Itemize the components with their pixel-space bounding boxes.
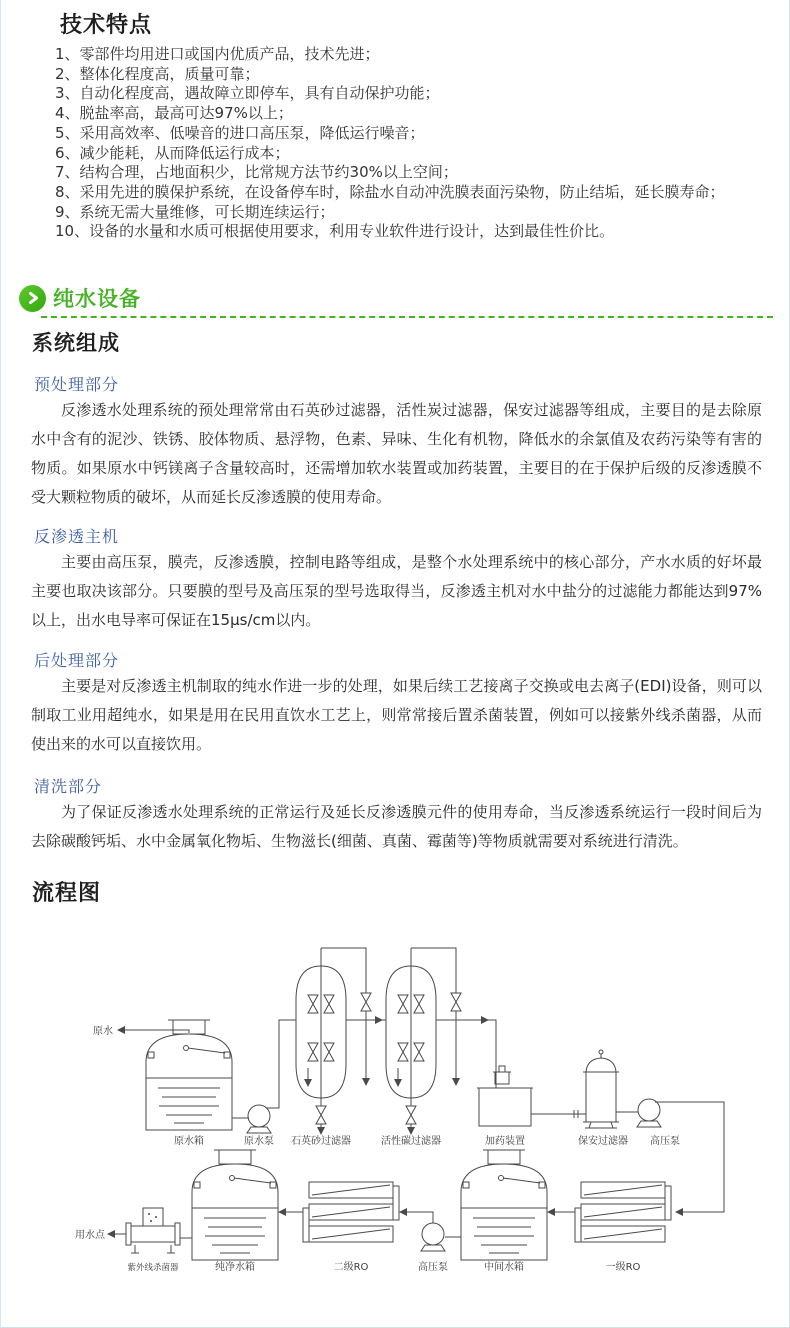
list-item: 4、脱盐率高，最高可达97%以上；	[55, 104, 293, 123]
activated-carbon-filter	[386, 948, 461, 1135]
subsection-heading-cleaning: 清洗部分	[34, 777, 103, 796]
list-item: 7、结构合理，占地面积少，比常规方法节约30%以上空间；	[55, 163, 458, 182]
first-stage-ro	[575, 1182, 671, 1242]
list-item: 8、采用先进的膜保护系统，在设备停车时，除盐水自动冲洗膜表面污染物，防止结垢，延长膜寿命；	[55, 182, 725, 201]
second-stage-ro	[303, 1182, 399, 1242]
high-pressure-pump	[637, 1099, 661, 1127]
label-raw-water-pump: 原水泵	[244, 1136, 274, 1147]
raw-water-tank	[146, 1020, 232, 1130]
section-title: 纯水设备	[53, 287, 141, 311]
flow-chart-title: 流程图	[32, 881, 102, 906]
system-composition-title: 系统组成	[32, 331, 120, 355]
list-item: 10、设备的水量和水质可根据使用要求，利用专业软件进行设计，达到最佳性价比。	[55, 222, 615, 241]
security-filter	[583, 1050, 619, 1128]
list-item: 3、自动化程度高，遇故障立即停车，具有自动保护功能；	[55, 84, 440, 103]
label-raw-water: 原水	[93, 1026, 113, 1037]
label-raw-water-tank: 原水箱	[174, 1136, 204, 1147]
tech-features-list	[55, 45, 761, 242]
raw-water-pump	[247, 1105, 271, 1133]
list-item: 2、整体化程度高，质量可靠；	[55, 64, 260, 83]
section-header	[19, 283, 141, 313]
label-intermediate-tank: 中间水箱	[484, 1262, 524, 1273]
subsection-heading-posttreatment: 后处理部分	[34, 651, 120, 670]
label-uv-sterilizer: 紫外线杀菌器	[127, 1263, 179, 1273]
label-second-pump: 高压泵	[418, 1262, 448, 1273]
intermediate-water-tank	[461, 1150, 547, 1260]
dosing-device	[477, 1066, 533, 1126]
subsection-heading-ro-host: 反渗透主机	[34, 527, 120, 546]
list-item: 9、系统无需大量维修，可长期连续运行；	[55, 202, 335, 221]
subsection-heading-pretreatment: 预处理部分	[34, 375, 120, 394]
label-pure-water-tank: 纯净水箱	[215, 1262, 255, 1273]
process-flow-diagram	[31, 920, 761, 1305]
dashed-divider	[41, 316, 773, 318]
list-item: 6、减少能耗，从而降低运行成本；	[55, 143, 290, 162]
label-activated-carbon-filter: 活性碳过滤器	[381, 1136, 441, 1147]
chevron-right-icon	[19, 285, 46, 312]
second-high-pressure-pump	[421, 1223, 445, 1251]
list-item: 1、零部件均用进口或国内优质产品，技术先进；	[55, 45, 380, 63]
tech-features-title: 技术特点	[60, 13, 153, 38]
quartz-sand-filter	[296, 948, 371, 1135]
label-second-stage-ro: 二级RO	[333, 1262, 369, 1273]
paragraph-pretreatment: 反渗透水处理系统的预处理常常由石英砂过滤器，活性炭过滤器，保安过滤器等组成，主要目的是去除原水中含有的泥沙、铁锈、胶体物质、悬浮物，色素、异味、生化有机物，降低水的余氯值及农药污染等有害的物质。如果原水中钙镁离子含量较高时，还需增加软水装置或加药装置，主要目的在于保护后级的反渗透膜不受大颗粒物质的破坏，从而延长反渗透膜的使用寿命。	[31, 401, 762, 506]
raw-water-inlet-line	[117, 1026, 189, 1034]
paragraph-ro-host: 主要由高压泵，膜壳，反渗透膜，控制电路等组成，是整个水处理系统中的核心部分，产水水质的好坏最主要也取决该部分。只要膜的型号及高压泵的型号选取得当，反渗透主机对水中盐分的过滤能力都能达到97%以上，出水电导率可保证在15μs/cm以内。	[31, 553, 762, 629]
label-security-filter: 保安过滤器	[578, 1136, 628, 1147]
label-first-stage-ro: 一级RO	[605, 1262, 641, 1273]
paragraph-posttreatment: 主要是对反渗透主机制取的纯水作进一步的处理，如果后续工艺接离子交换或电去离子(EDI)设备，则可以制取工业用超纯水，如果是用在民用直饮水工艺上，则常常接后置杀菌装置，例如可以接紫外线杀菌器，从而使出来的水可以直接饮用。	[31, 677, 762, 753]
pure-water-tank	[192, 1150, 278, 1260]
list-item: 5、采用高效率、低噪音的进口高压泵，降低运行噪音；	[55, 123, 425, 142]
uv-sterilizer	[126, 1208, 180, 1253]
label-high-pressure-pump: 高压泵	[650, 1136, 680, 1147]
label-quartz-sand-filter: 石英砂过滤器	[291, 1136, 351, 1147]
label-water-use-point: 用水点	[75, 1230, 105, 1241]
paragraph-cleaning: 为了保证反渗透水处理系统的正常运行及延长反渗透膜元件的使用寿命，当反渗透系统运行一段时间后为去除碳酸钙垢、水中金属氧化物垢、生物滋长(细菌、真菌、霉菌等)等物质就需要对系统进行清洗。	[31, 803, 762, 850]
label-dosing-device: 加药装置	[485, 1136, 525, 1147]
